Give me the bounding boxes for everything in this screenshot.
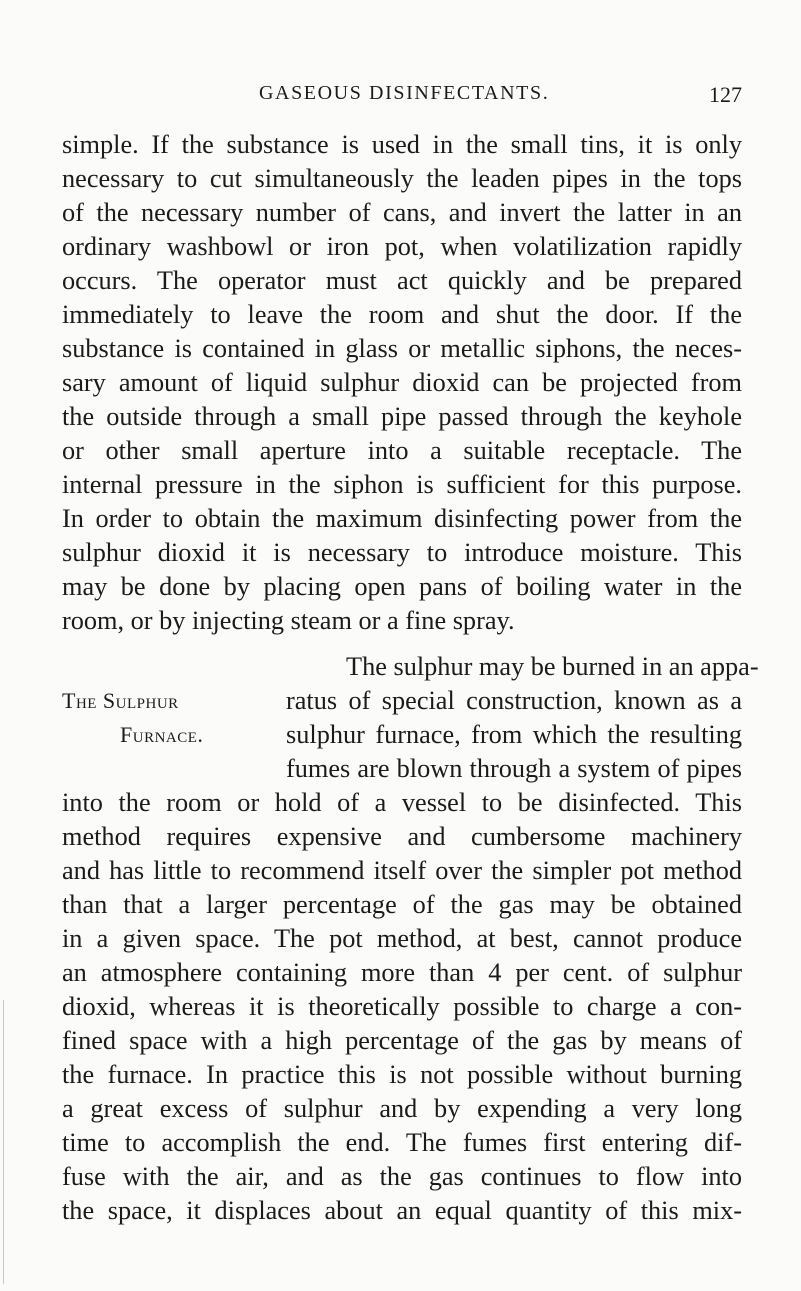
- text-line: simple. If the substance is used in the small tins, it is only: [62, 130, 742, 159]
- text-line: or other small aperture into a suitable receptacle. The: [62, 436, 742, 465]
- text-line: sary amount of liquid sulphur dioxid can be projected from: [62, 368, 742, 397]
- text-line: than that a larger percentage of the gas may be obtained: [62, 890, 742, 919]
- text-line: of the necessary number of cans, and invert the latter in an: [62, 198, 742, 227]
- text-line: fuse with the air, and as the gas continues to flow into: [62, 1162, 742, 1191]
- text-line: fumes are blown through a system of pipes: [286, 754, 742, 783]
- text-line: occurs. The operator must act quickly and be prepared: [62, 266, 742, 295]
- text-line: time to accomplish the end. The fumes first entering dif-: [62, 1128, 742, 1157]
- sidenote-line: The Sulphur: [62, 688, 179, 713]
- text-line: substance is contained in glass or metallic siphons, the neces-: [62, 334, 742, 363]
- text-line: a great excess of sulphur and by expending a very long: [62, 1094, 742, 1123]
- running-head: [0, 82, 801, 112]
- sidenote-line: Furnace.: [120, 722, 204, 747]
- text-line: sulphur furnace, from which the resulting: [286, 720, 742, 749]
- text-line: fined space with a high percentage of the gas by means of: [62, 1026, 742, 1055]
- text-line: an atmosphere containing more than 4 per cent. of sulphur: [62, 958, 742, 987]
- text-line: sulphur dioxid it is necessary to introduce moisture. This: [62, 538, 742, 567]
- text-line: In order to obtain the maximum disinfecting power from the: [62, 504, 742, 533]
- running-title: GASEOUS DISINFECTANTS.: [259, 82, 550, 104]
- page-number: 127: [709, 82, 742, 107]
- text-line: room, or by injecting steam or a fine spray.: [62, 606, 515, 635]
- text-line: in a given space. The pot method, at best, cannot produce: [62, 924, 742, 953]
- page-edge-shadow: [3, 1000, 4, 1284]
- text-line: may be done by placing open pans of boiling water in the: [62, 572, 742, 601]
- text-line: necessary to cut simultaneously the leaden pipes in the tops: [62, 164, 742, 193]
- text-line: ordinary washbowl or iron pot, when volatilization rapidly: [62, 232, 742, 261]
- text-line: immediately to leave the room and shut the door. If the: [62, 300, 742, 329]
- text-line: ratus of special construction, known as a: [286, 686, 742, 715]
- text-line: the outside through a small pipe passed through the keyhole: [62, 402, 742, 431]
- text-line: method requires expensive and cumbersome machinery: [62, 822, 742, 851]
- text-line: dioxid, whereas it is theoretically possible to charge a con-: [62, 992, 742, 1021]
- text-line: into the room or hold of a vessel to be disinfected. This: [62, 788, 742, 817]
- text-line: The sulphur may be burned in an appa-: [346, 652, 759, 681]
- text-line: and has little to recommend itself over the simpler pot method: [62, 856, 742, 885]
- text-line: internal pressure in the siphon is sufficient for this purpose.: [62, 470, 742, 499]
- text-line: the furnace. In practice this is not possible without burning: [62, 1060, 742, 1089]
- text-line: the space, it displaces about an equal quantity of this mix-: [62, 1196, 742, 1225]
